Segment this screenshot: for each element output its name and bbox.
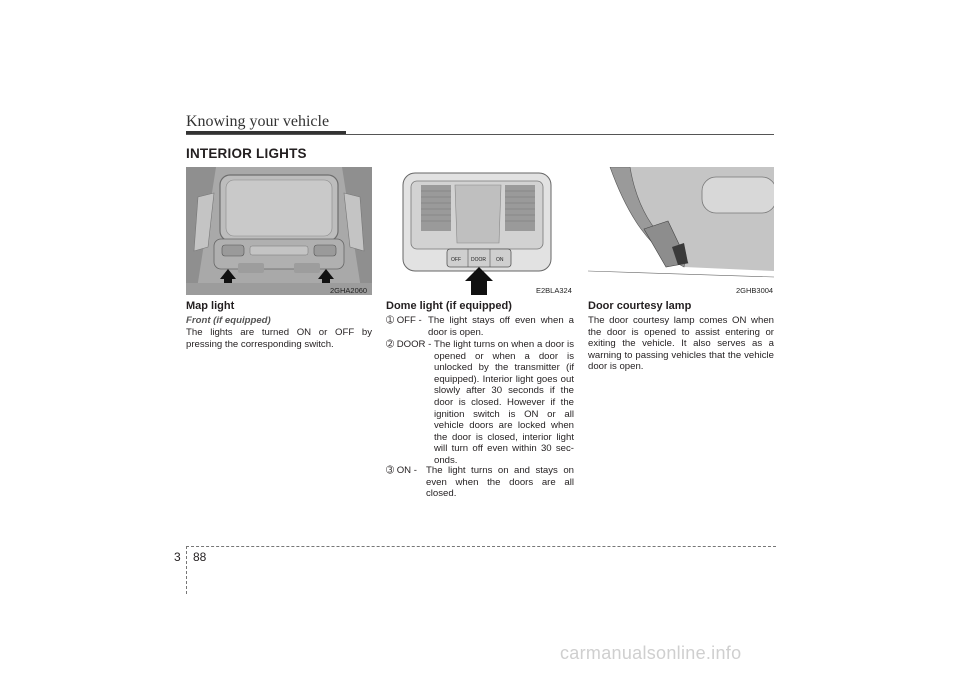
running-header: Knowing your vehicle [186,113,330,130]
map-light-body: The lights are turned ON or OFF by pressing the corresponding switch. [186,327,372,350]
dome-item-door [386,339,574,467]
dome-item-off [386,315,574,338]
dome-item-off-text: The light stays off even when a door is open. [428,315,574,338]
chapter-number: 3 [174,550,181,564]
dome-light-figure [387,167,573,295]
watermark: carmanualsonline.info [560,643,742,663]
page-number: 88 [193,550,207,564]
courtesy-lamp-illustration [588,167,774,295]
map-light-figure-code: 2GHA2060 [330,286,368,295]
section-title: INTERIOR LIGHTS [186,146,307,161]
footer-rule [186,546,776,547]
dome-item-on-text: The light turns on and stays on even when the doors are all closed. [426,465,574,500]
map-light-heading: Map light [186,300,235,312]
courtesy-lamp-body: The door courtesy lamp comes ON when the door is opened to assist entering or exiting the vehicle. It also serves as a warning to passing vehicles that the vehicle door is open. [588,315,774,373]
dome-item-off-label: ➀ OFF - [386,315,422,326]
dome-item-door-label: ➁ DOOR - [386,339,432,350]
map-light-illustration [186,167,372,295]
dome-panel-off-label: OFF [451,257,461,263]
courtesy-lamp-figure-code: 2GHB3004 [736,286,774,295]
dome-light-figure-code: E2BLA324 [536,286,572,295]
map-light-subheading: Front (if equipped) [186,315,271,326]
courtesy-lamp-heading: Door courtesy lamp [588,300,692,312]
header-rule [186,134,774,135]
dome-panel-door-label: DOOR [471,257,486,263]
dome-item-door-text: The light turns on when a door is opened or when a door is unlocked by the transmitter (if equipped). Interior light goes out slowly after 30 seconds if the door is closed. However if the ignition switch is ON or all vehicle doors are locked when the door is closed, interior light will turn off even within 30 sec-onds. [434,339,574,466]
dome-item-on-label: ➂ ON - [386,465,417,476]
dome-panel-on-label: ON [496,257,504,263]
courtesy-lamp-figure [588,167,774,295]
dome-item-on [386,465,574,500]
footer-divider [186,546,187,594]
dome-light-heading: Dome light (if equipped) [386,300,512,312]
map-light-figure [186,167,372,295]
dome-light-illustration [387,167,573,295]
